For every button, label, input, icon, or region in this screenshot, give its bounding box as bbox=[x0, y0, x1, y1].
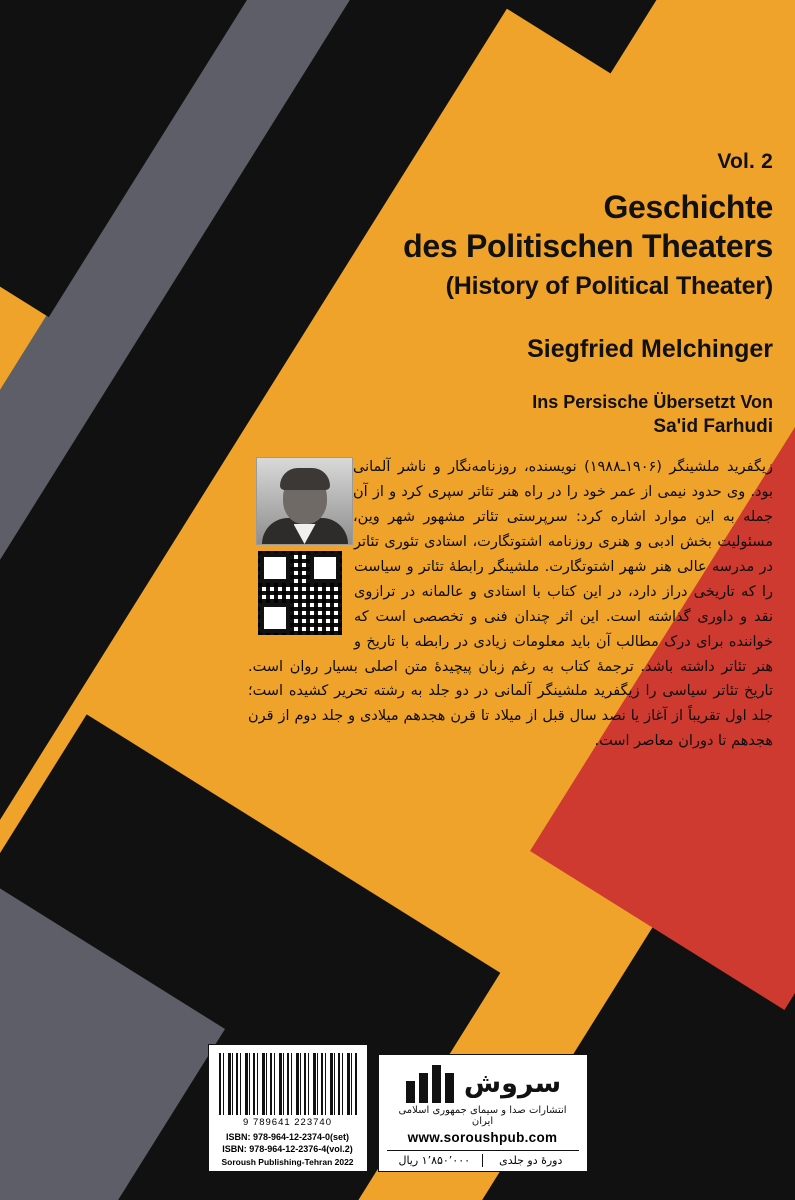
barcode-block bbox=[208, 1044, 368, 1172]
author-name: Siegfried Melchinger bbox=[527, 335, 773, 364]
back-cover-blurb bbox=[248, 455, 773, 754]
barcode-digit-left: 9 bbox=[243, 1116, 250, 1128]
barcode-bars bbox=[219, 1053, 357, 1115]
publisher-year: Soroush Publishing-Tehran 2022 bbox=[221, 1157, 354, 1167]
qr-code[interactable] bbox=[258, 551, 342, 635]
title-block bbox=[263, 150, 773, 438]
title-german-line-1: Geschichte bbox=[603, 189, 773, 225]
publisher-subtitle: انتشارات صدا و سیمای جمهوری اسلامی ایران bbox=[398, 1105, 567, 1127]
soroush-logo-icon bbox=[404, 1063, 456, 1103]
publisher-name: سروش bbox=[463, 1067, 562, 1099]
volume-set-label: دورهٔ دو جلدی bbox=[482, 1154, 579, 1167]
title-english: (History of Political Theater) bbox=[445, 272, 773, 301]
publisher-block bbox=[378, 1054, 588, 1172]
isbn-volume: ISBN: 978-964-12-2376-4(vol.2) bbox=[222, 1143, 353, 1154]
translator-name: Sa'id Farhudi bbox=[653, 416, 773, 438]
title-german-line-2: des Politischen Theaters bbox=[403, 228, 773, 265]
portrait-hair bbox=[280, 468, 330, 490]
barcode-number bbox=[215, 1117, 361, 1128]
price-row bbox=[387, 1150, 579, 1167]
publisher-logo-row bbox=[387, 1063, 579, 1103]
bottom-strip bbox=[0, 1044, 795, 1172]
volume-label: Vol. 2 bbox=[717, 150, 773, 173]
price-label: ۱٬۸۵۰٬۰۰۰ ریال bbox=[398, 1154, 471, 1167]
isbn-set: ISBN: 978-964-12-2374-0(set) bbox=[225, 1131, 350, 1142]
publisher-url[interactable]: www.soroushpub.com bbox=[407, 1130, 558, 1145]
author-portrait bbox=[256, 457, 353, 545]
translation-label: Ins Persische Übersetzt Von bbox=[532, 392, 773, 413]
blurb-text: زیگفرید ملشینگر (۱۹۰۶ـ۱۹۸۸) نویسنده، روزنامه‌نگار و ناشر آلمانی بود. وی حدود نیمی از عمر خود را در راه هنر تئاتر سپری کرد و از آن جمله به این موارد اشاره کرد: سرپرستی تئاتر مشهور شهر وین، مسئولیت بخش ادبی و هنری روزنامه اشتوتگارت، استادی تئوری تئاتر در مدرسه عالی هنر شهر اشتوتگارت. ملشینگر رابطهٔ تئاتر و سیاست را که تاریخی دراز دارد، در این کتاب با استادی و عالمانه در ترازوی نقد و داوری گذاشته است. این اثر چندان فنی و تخصصی است که خواننده برای درک مطالب آن باید معلومات زیادی در رابطه با تاریخ و هنر تئاتر داشته باشد. ترجمهٔ کتاب به رغم زبان پیچیدهٔ متن اصلی بسیار روان است. تاریخ تئاتر سیاسی را زیگفرید ملشینگر آلمانی در دو جلد به رشته تحریر کشیده است؛ جلد اول تقریباً از آغاز یا نصد سال قبل از میلاد تا قرن هجدهم میلادی و جلد دوم از قرن هجدهم تا دوران معاصر است. bbox=[248, 459, 773, 750]
barcode-digits: 789641 223740 bbox=[252, 1116, 332, 1128]
author-portrait-wrap bbox=[258, 457, 353, 545]
